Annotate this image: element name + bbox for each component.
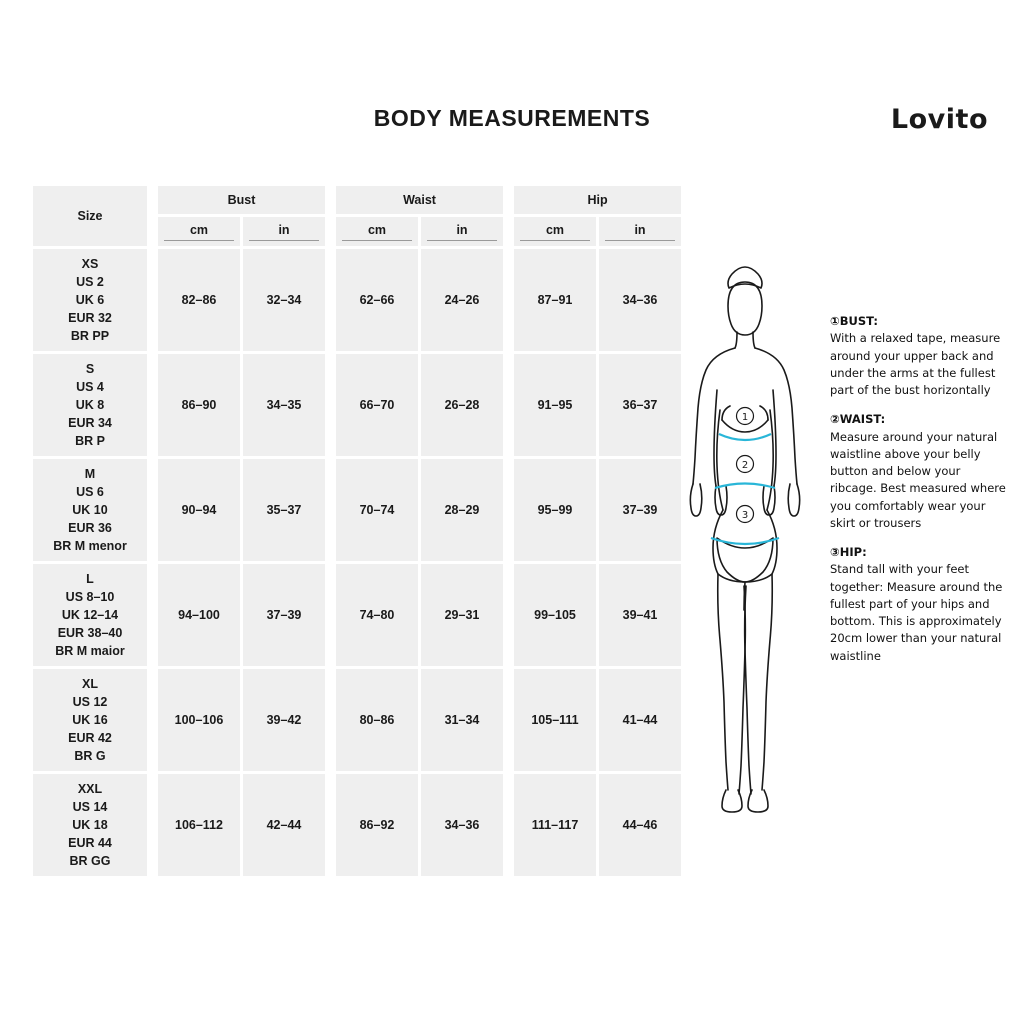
header-waist: Waist bbox=[336, 186, 503, 214]
instruction-body: With a relaxed tape, measure around your upper back and under the arms at the fullest part of the bust horizontally bbox=[830, 331, 1001, 397]
column-separator bbox=[150, 186, 155, 246]
table-row bbox=[33, 774, 681, 876]
bust-cm-cell: 90–94 bbox=[158, 459, 240, 561]
hip-in-cell: 36–37 bbox=[599, 354, 681, 456]
column-separator bbox=[150, 669, 155, 771]
column-separator bbox=[328, 459, 333, 561]
hip-in-cell: 41–44 bbox=[599, 669, 681, 771]
column-separator bbox=[328, 669, 333, 771]
header-bust-cm: cm bbox=[158, 217, 240, 246]
instruction-body: Measure around your natural waistline above your belly button and below your ribcage. Best measured where you comfortably wear your skirt or trousers bbox=[830, 429, 1006, 530]
hip-in-cell: 39–41 bbox=[599, 564, 681, 666]
size-cell: L US 8–10 UK 12–14 EUR 38–40 BR M maior bbox=[33, 564, 147, 666]
column-separator bbox=[328, 774, 333, 876]
header-bust-in: in bbox=[243, 217, 325, 246]
bust-in-cell: 37–39 bbox=[243, 564, 325, 666]
size-cell: XS US 2 UK 6 EUR 32 BR PP bbox=[33, 249, 147, 351]
bust-in-cell: 34–35 bbox=[243, 354, 325, 456]
hip-cm-cell: 105–111 bbox=[514, 669, 596, 771]
header-waist-in: in bbox=[421, 217, 503, 246]
hip-cm-cell: 111–117 bbox=[514, 774, 596, 876]
column-separator bbox=[328, 354, 333, 456]
bust-cm-cell: 82–86 bbox=[158, 249, 240, 351]
bust-marker-label: 1 bbox=[741, 412, 749, 423]
bust-in-cell: 35–37 bbox=[243, 459, 325, 561]
header-hip-in: in bbox=[599, 217, 681, 246]
header-hip-cm: cm bbox=[514, 217, 596, 246]
column-separator bbox=[328, 186, 333, 246]
waist-guide-line bbox=[715, 484, 775, 489]
hip-cm-cell: 95–99 bbox=[514, 459, 596, 561]
bust-cm-cell: 94–100 bbox=[158, 564, 240, 666]
column-separator bbox=[328, 564, 333, 666]
header-waist-cm: cm bbox=[336, 217, 418, 246]
column-separator bbox=[506, 669, 511, 771]
column-separator bbox=[506, 249, 511, 351]
brand-logo: Lovito bbox=[890, 104, 988, 135]
instruction-title: ③HIP: bbox=[830, 545, 867, 559]
instruction-block bbox=[830, 313, 1010, 399]
column-separator bbox=[506, 186, 511, 246]
body-figure-illustration bbox=[660, 250, 830, 840]
size-chart-table bbox=[30, 183, 658, 879]
waist-in-cell: 28–29 bbox=[421, 459, 503, 561]
hip-in-cell: 37–39 bbox=[599, 459, 681, 561]
hip-cm-cell: 87–91 bbox=[514, 249, 596, 351]
waist-marker-label: 2 bbox=[741, 460, 749, 471]
waist-in-cell: 26–28 bbox=[421, 354, 503, 456]
table-row bbox=[33, 669, 681, 771]
waist-cm-cell: 66–70 bbox=[336, 354, 418, 456]
waist-cm-cell: 80–86 bbox=[336, 669, 418, 771]
instruction-block bbox=[830, 544, 1010, 665]
hip-in-cell: 44–46 bbox=[599, 774, 681, 876]
header-bust: Bust bbox=[158, 186, 325, 214]
bust-cm-cell: 86–90 bbox=[158, 354, 240, 456]
waist-cm-cell: 86–92 bbox=[336, 774, 418, 876]
page-title: BODY MEASUREMENTS bbox=[373, 105, 651, 131]
waist-in-cell: 29–31 bbox=[421, 564, 503, 666]
waist-in-cell: 34–36 bbox=[421, 774, 503, 876]
measurement-instructions bbox=[830, 313, 1010, 677]
column-separator bbox=[150, 774, 155, 876]
column-separator bbox=[506, 774, 511, 876]
size-cell: M US 6 UK 10 EUR 36 BR M menor bbox=[33, 459, 147, 561]
table-header-row bbox=[33, 186, 681, 214]
hip-cm-cell: 91–95 bbox=[514, 354, 596, 456]
bust-in-cell: 32–34 bbox=[243, 249, 325, 351]
instruction-title: ②WAIST: bbox=[830, 412, 886, 427]
column-separator bbox=[150, 249, 155, 351]
header-size: Size bbox=[33, 186, 147, 246]
column-separator bbox=[506, 354, 511, 456]
table-row bbox=[33, 354, 681, 456]
bust-in-cell: 42–44 bbox=[243, 774, 325, 876]
bust-in-cell: 39–42 bbox=[243, 669, 325, 771]
size-cell: XXL US 14 UK 18 EUR 44 BR GG bbox=[33, 774, 147, 876]
hip-cm-cell: 99–105 bbox=[514, 564, 596, 666]
waist-in-cell: 31–34 bbox=[421, 669, 503, 771]
size-cell: XL US 12 UK 16 EUR 42 BR G bbox=[33, 669, 147, 771]
bust-cm-cell: 100–106 bbox=[158, 669, 240, 771]
bust-guide-line bbox=[719, 434, 771, 440]
column-separator bbox=[150, 354, 155, 456]
instruction-title: ①BUST: bbox=[830, 314, 878, 328]
header-hip: Hip bbox=[514, 186, 681, 214]
column-separator bbox=[506, 564, 511, 666]
hip-guide-line bbox=[711, 538, 779, 544]
size-cell: S US 4 UK 8 EUR 34 BR P bbox=[33, 354, 147, 456]
table-row bbox=[33, 459, 681, 561]
waist-cm-cell: 62–66 bbox=[336, 249, 418, 351]
column-separator bbox=[506, 459, 511, 561]
column-separator bbox=[328, 249, 333, 351]
waist-in-cell: 24–26 bbox=[421, 249, 503, 351]
hip-marker-label: 3 bbox=[741, 510, 749, 521]
instruction-body: Stand tall with your feet together: Measure around the fullest part of your hips and bottom. This is approximately 20cm lower than your natural waistline bbox=[830, 562, 1003, 663]
column-separator bbox=[150, 564, 155, 666]
table-row bbox=[33, 249, 681, 351]
waist-cm-cell: 70–74 bbox=[336, 459, 418, 561]
instruction-block bbox=[830, 411, 1010, 532]
column-separator bbox=[150, 459, 155, 561]
bust-cm-cell: 106–112 bbox=[158, 774, 240, 876]
hip-in-cell: 34–36 bbox=[599, 249, 681, 351]
table-row bbox=[33, 564, 681, 666]
waist-cm-cell: 74–80 bbox=[336, 564, 418, 666]
